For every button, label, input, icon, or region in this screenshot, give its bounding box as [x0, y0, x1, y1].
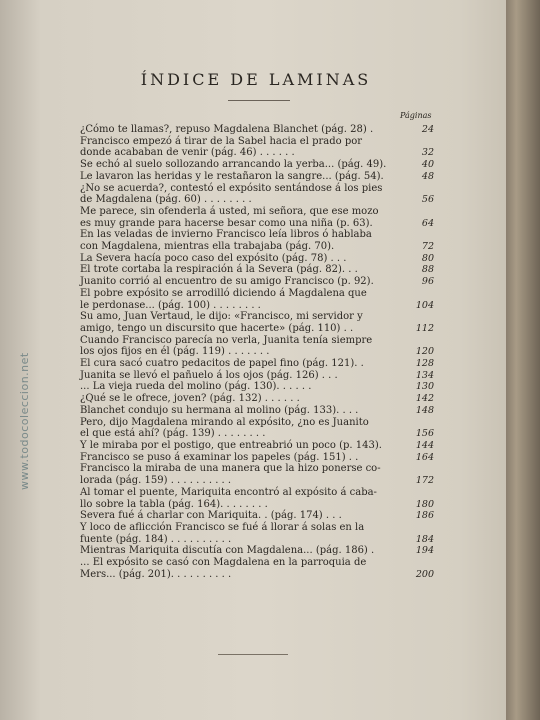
index-entry — [80, 229, 440, 252]
index-entry — [80, 510, 440, 522]
entry-page-number: 148 — [415, 404, 434, 416]
title-divider — [228, 100, 290, 101]
entry-caption: Su amo, Juan Vertaud, le dijo: «Francisco, mi servidor y amigo, tengo un discursito que hacerte» (pág. 110) . . — [80, 311, 363, 334]
entry-page-number: 130 — [415, 381, 434, 393]
entry-page-number: 72 — [421, 241, 434, 253]
entry-page-number: 112 — [415, 322, 434, 334]
page-title: ÍNDICE DE LAMINAS — [140, 70, 372, 89]
entry-page-number: 144 — [415, 439, 434, 451]
index-entry — [80, 370, 440, 382]
entry-caption: Severa fué á charlar con Mariquita. . (pág. 174) . . . — [80, 510, 342, 522]
entry-caption: Al tomar el puente, Mariquita encontró al expósito á caba- llo sobre la tabla (pág. 164). . . . . . . . — [80, 486, 377, 510]
index-entry — [80, 288, 440, 311]
entry-page-number: 56 — [421, 194, 434, 206]
entry-page-number: 88 — [421, 264, 434, 276]
index-entry — [80, 311, 440, 334]
entry-page-number: 200 — [415, 568, 434, 580]
entry-page-number: 164 — [415, 451, 434, 463]
entry-page-number: 120 — [415, 346, 434, 358]
entry-page-number: 80 — [421, 252, 434, 264]
entry-caption: Mientras Mariquita discutía con Magdalena... (pág. 186) . — [80, 545, 375, 557]
entry-caption: ¿No se acuerda?, contestó el expósito sentándose á los pies de Magdalena (pág. 60) . . . . . . . . — [80, 182, 383, 206]
index-entry — [80, 159, 440, 171]
index-entry — [80, 171, 440, 183]
index-entry — [80, 557, 440, 580]
entry-page-number: 96 — [421, 276, 434, 288]
index-list — [80, 124, 440, 580]
index-entry — [80, 276, 440, 288]
entry-page-number: 104 — [415, 299, 434, 311]
entry-caption: ... La vieja rueda del molino (pág. 130). . . . . . — [80, 381, 312, 393]
entry-caption: Blanchet condujo su hermana al molino (pág. 133). . . . — [80, 404, 359, 416]
index-entry — [80, 253, 440, 265]
book-edge — [506, 0, 540, 720]
entry-caption: Juanita se llevó el pañuelo á los ojos (pág. 126) . . . — [80, 369, 338, 381]
entry-caption: La Severa hacía poco caso del expósito (pág. 78) . . . — [80, 252, 347, 264]
index-entry — [80, 463, 440, 486]
index-entry — [80, 405, 440, 417]
index-entry — [80, 381, 440, 393]
index-entry — [80, 358, 440, 370]
entry-caption: Se echó al suelo sollozando arrancando la yerba... (pág. 49). — [80, 159, 387, 171]
entry-caption: El cura sacó cuatro pedacitos de papel fino (pág. 121). . — [80, 358, 364, 370]
index-entry — [80, 136, 440, 159]
entry-caption: Francisco la miraba de una manera que la hizo ponerse co- lorada (pág. 159) . . . . . . . . . . — [80, 463, 381, 487]
entry-page-number: 186 — [415, 510, 434, 522]
index-entry — [80, 393, 440, 405]
index-entry — [80, 452, 440, 464]
index-entry — [80, 183, 440, 206]
index-entry — [80, 417, 440, 440]
entry-caption: Pero, dijo Magdalena mirando al expósito, ¿no es Juanito el que está ahí? (pág. 139) . . . . . . . . — [80, 416, 369, 440]
entry-caption: El pobre expósito se arrodilló diciendo á Magdalena que le perdonase... (pág. 100) . . . . . . . . — [80, 287, 367, 311]
entry-page-number: 32 — [421, 147, 434, 159]
entry-page-number: 134 — [415, 369, 434, 381]
index-entry — [80, 487, 440, 510]
entry-caption: En las veladas de invierno Francisco leía libros ó hablaba con Magdalena, mientras ella trabajaba (pág. 70). — [80, 229, 372, 253]
bottom-divider — [218, 654, 288, 655]
entry-caption: Y loco de aflicción Francisco se fué á llorar á solas en la fuente (pág. 184) . . . . . . . . . . — [80, 521, 365, 545]
entry-caption: ¿Qué se le ofrece, joven? (pág. 132) . . . . . . — [80, 393, 300, 405]
index-entry — [80, 264, 440, 276]
index-entry — [80, 440, 440, 452]
entry-caption: Cuando Francisco parecía no verla, Juanita tenía siempre los ojos fijos en él (pág. 119) . . . . . . . — [80, 334, 373, 358]
entry-page-number: 184 — [415, 533, 434, 545]
entry-page-number: 48 — [421, 170, 434, 182]
entry-page-number: 64 — [421, 217, 434, 229]
entry-caption: ¿Cómo te llamas?, repuso Magdalena Blanchet (pág. 28) . — [80, 124, 374, 135]
index-entry — [80, 545, 440, 557]
pages-column-header: Páginas — [400, 111, 432, 120]
index-entry — [80, 206, 440, 229]
entry-caption: Me parece, sin ofenderla á usted, mi señora, que ese mozo es muy grande para hacerse besar como una niña (p. 63). — [80, 205, 379, 229]
watermark: www.todocoleccion.net — [18, 352, 31, 490]
entry-caption: Francisco se puso á examinar los papeles (pág. 151) . . — [80, 451, 359, 463]
entry-page-number: 194 — [415, 545, 434, 557]
index-entry — [80, 335, 440, 358]
entry-page-number: 172 — [415, 475, 434, 487]
entry-page-number: 128 — [415, 358, 434, 370]
entry-page-number: 180 — [415, 498, 434, 510]
entry-caption: Le lavaron las heridas y le restañaron la sangre... (pág. 54). — [80, 170, 384, 182]
entry-caption: El trote cortaba la respiración á la Severa (pág. 82). . . — [80, 264, 358, 276]
entry-page-number: 24 — [421, 124, 434, 135]
entry-caption: Y le miraba por el postigo, que entreabrió un poco (p. 143). — [80, 439, 382, 451]
entry-caption: ... El expósito se casó con Magdalena en la parroquia de Mers... (pág. 201). . . . . . . . . . — [80, 557, 367, 580]
entry-caption: Juanito corrió al encuentro de su amigo Francisco (p. 92). — [80, 276, 374, 288]
entry-caption: Francisco empezó á tirar de la Sabel hacia el prado por donde acababan de venir (pág. 46) . . . . . . — [80, 135, 363, 159]
entry-page-number: 40 — [421, 159, 434, 171]
index-entry — [80, 124, 440, 136]
entry-page-number: 156 — [415, 428, 434, 440]
entry-page-number: 142 — [415, 393, 434, 405]
index-entry — [80, 522, 440, 545]
